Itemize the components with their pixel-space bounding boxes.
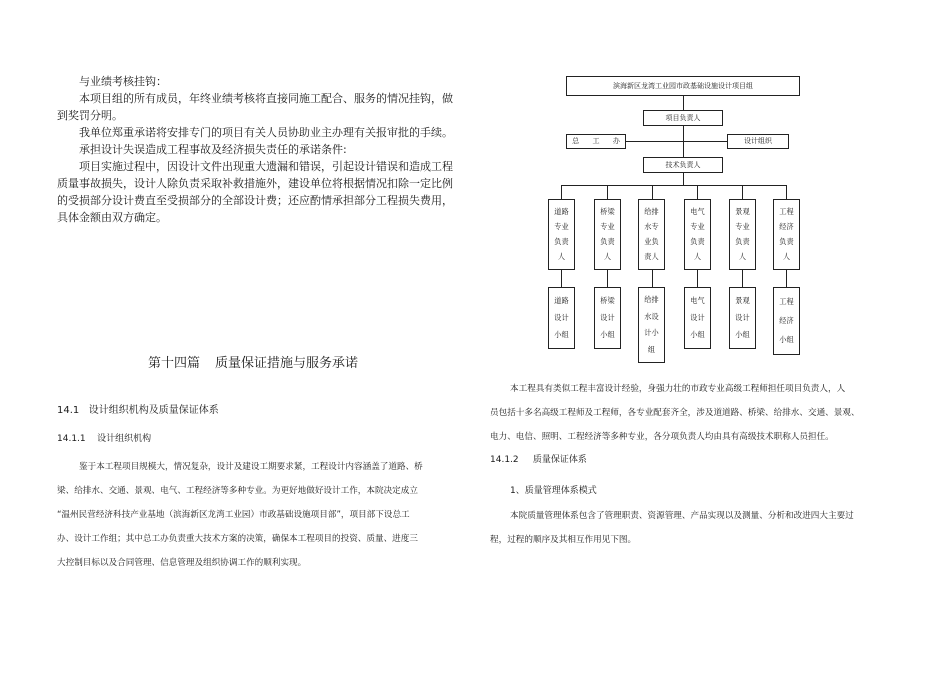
org-box-landscape-group: 景观 设计 小组 (729, 287, 756, 349)
org-box-chief-office: 总 工 办 (566, 134, 626, 149)
org-box-electrical-group: 电气 设计 小组 (684, 287, 711, 349)
text-liability-heading: 承担设计失误造成工程事故及经济损失责任的承诺条件: (79, 143, 347, 156)
org-connector (786, 270, 787, 287)
org-box-bridge-group: 桥梁 设计 小组 (594, 287, 621, 349)
subheading-qms-model: 1、质量管理体系模式 (510, 486, 597, 496)
org-box-economics-group: 工程 经济 小组 (773, 287, 800, 355)
text-qms-line-1: 本院质量管理体系包含了管理职责、资源管理、产品实现以及测量、分析和改进四大主要过 (510, 511, 854, 521)
text-staff-line-1: 本工程具有类似工程丰富设计经验，身强力壮的市政专业高级工程师担任项目负责人，人 (510, 384, 846, 394)
org-connector (652, 185, 653, 199)
text-org-line-3: “温州民营经济科技产业基地（滨海新区龙湾工业园）市政基础设施项目部”，项目部下设总工 (57, 510, 410, 520)
text-org-line-5: 大控制目标以及合同管理、信息管理及组织协调工作的顺利实现。 (57, 558, 307, 568)
text-approval-commitment: 我单位郑重承诺将安排专门的项目有关人员协助业主办理有关报审批的手续。 (79, 126, 453, 139)
org-connector (742, 185, 743, 199)
text-assessment-body-cont: 到奖罚分明。 (57, 109, 123, 122)
org-box-tech-lead: 技术负责人 (643, 157, 723, 173)
org-box-electrical-lead: 电气 专业 负责 人 (684, 199, 711, 270)
text-liability-body-2: 质量事故损失，设计人除负责采取补救措施外，建设单位将根据情况扣除一定比例 (57, 177, 453, 190)
org-connector (652, 270, 653, 287)
text-assessment-intro: 与业绩考核挂钩： (79, 75, 167, 88)
chapter-number: 第十四篇 (148, 356, 201, 371)
org-connector (626, 141, 727, 142)
text-liability-body-4: 具体金额由双方确定。 (57, 211, 167, 224)
org-connector (607, 185, 608, 199)
section-heading-14-1-2: 14.1.2 质量保证体系 (490, 455, 587, 465)
org-box-economics-lead: 工程 经济 负责 人 (773, 199, 800, 270)
org-box-bridge-lead: 桥梁 专业 负责 人 (594, 199, 621, 270)
org-connector (683, 96, 684, 110)
org-connector (561, 185, 787, 186)
org-box-water-group: 给排 水设 计小 组 (638, 287, 665, 363)
text-org-line-1: 鉴于本工程项目规模大，情况复杂，设计及建设工期要求紧，工程设计内容涵盖了道路、桥 (79, 462, 423, 472)
org-box-project-group: 滨海新区龙湾工业园市政基础设施设计项目组 (566, 76, 800, 96)
org-connector (683, 173, 684, 185)
org-box-design-group: 设计组织 (727, 134, 789, 149)
org-box-road-group: 道路 设计 小组 (548, 287, 575, 349)
text-staff-line-2: 员包括十多名高级工程师及工程师，各专业配套齐全，涉及道道路、桥梁、给排水、交通、景观、 (490, 408, 860, 418)
text-staff-line-3: 电力、电信、照明、工程经济等多种专业，各分项负责人均由具有高级技术职称人员担任。 (490, 432, 834, 442)
org-connector (697, 270, 698, 287)
org-connector (561, 185, 562, 199)
text-liability-body-1: 项目实施过程中，因设计文件出现重大遗漏和错误，引起设计错误和造成工程 (79, 160, 453, 173)
org-connector (786, 185, 787, 199)
text-liability-body-3: 的受损部分设计费直至受损部分的全部设计费；还应酌情承担部分工程损失费用， (57, 194, 453, 207)
org-box-landscape-lead: 景观 专业 负责 人 (729, 199, 756, 270)
text-org-line-4: 办、设计工作组；其中总工办负责重大技术方案的决策，确保本工程项目的投资、质量、进度三 (57, 534, 418, 544)
org-box-project-lead: 项目负责人 (643, 110, 723, 126)
org-connector (607, 270, 608, 287)
section-heading-14-1: 14.1 设计组织机构及质量保证体系 (57, 405, 219, 416)
org-connector (742, 270, 743, 287)
org-connector (697, 185, 698, 199)
org-connector (561, 270, 562, 287)
section-heading-14-1-1: 14.1.1 设计组织机构 (57, 434, 152, 444)
chapter-title: 质量保证措施与服务承诺 (215, 356, 359, 371)
text-org-line-2: 梁、给排水、交通、景观、电气、工程经济等多种专业。为更好地做好设计工作，本院决定成立 (57, 486, 418, 496)
text-qms-line-2: 程，过程的顺序及其相互作用见下图。 (490, 535, 637, 545)
text-assessment-body: 本项目组的所有成员，年终业绩考核将直接同施工配合、服务的情况挂钩，做 (79, 92, 453, 105)
org-box-water-lead: 给排 水专 业负 责人 (638, 199, 665, 270)
org-box-road-lead: 道路 专业 负责 人 (548, 199, 575, 270)
